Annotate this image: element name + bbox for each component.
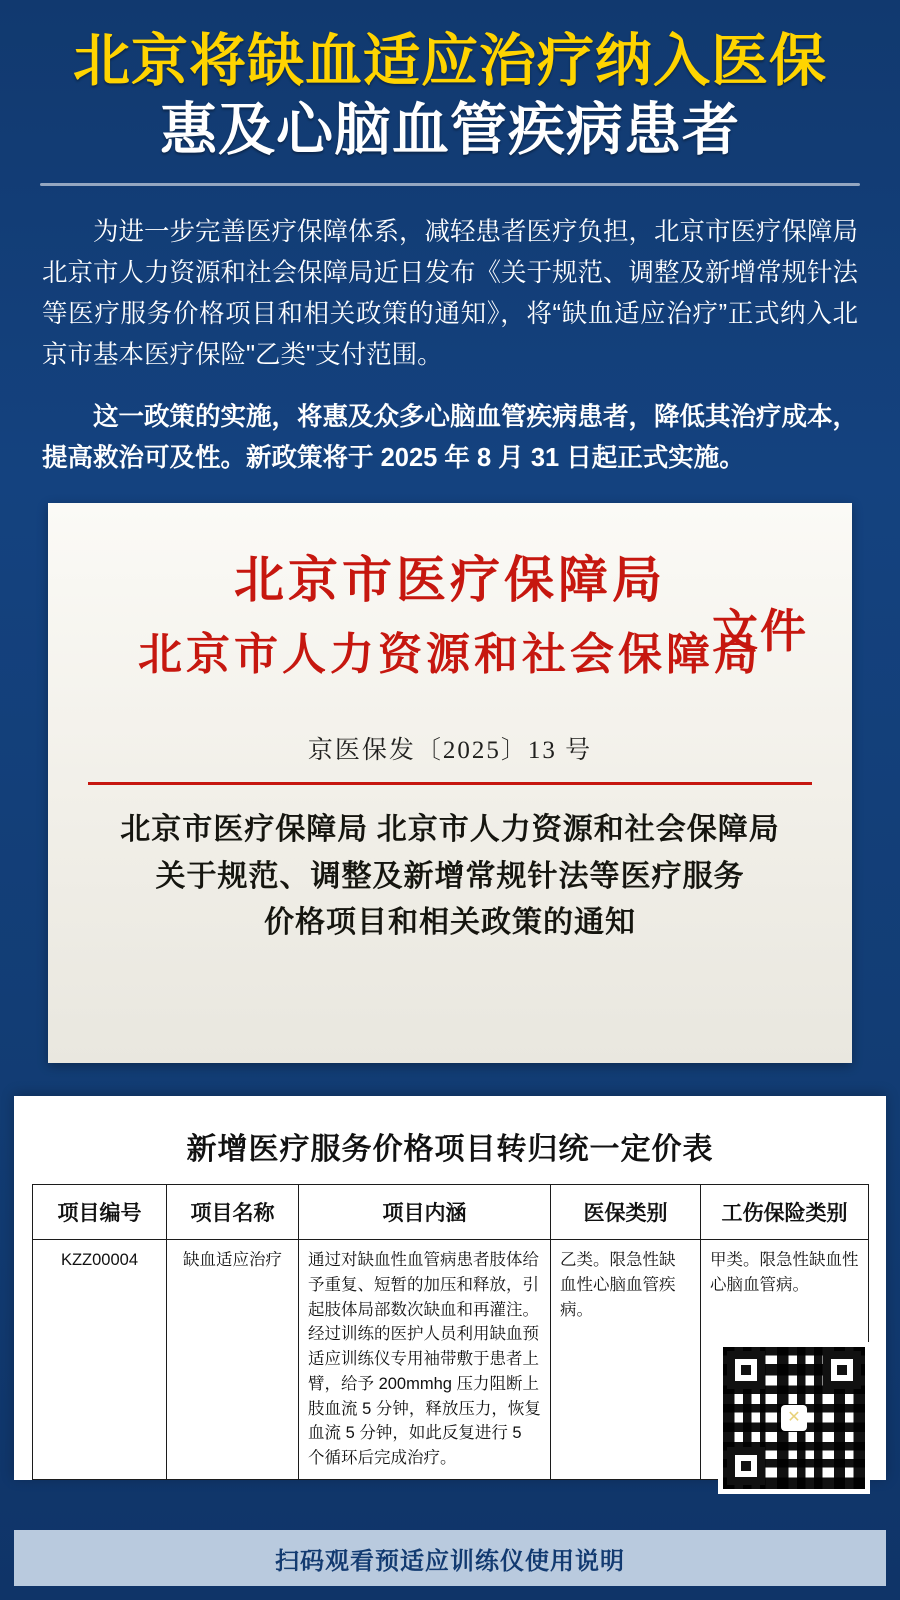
qr-finder-top-left-icon [727, 1351, 765, 1389]
document-stamp-word: 文件 [712, 606, 808, 658]
table-header-code: 项目编号 [33, 1185, 167, 1240]
table-header-row [33, 1185, 869, 1240]
headline-line-2: 惠及心脑血管疾病患者 [160, 98, 740, 163]
footer-text: 扫码观看预适应训练仪使用说明 [275, 1547, 625, 1575]
document-title-line-1: 北京市医疗保障局 北京市人力资源和社会保障局 [120, 813, 780, 847]
footer-banner [14, 1530, 886, 1586]
qr-code[interactable] [718, 1342, 870, 1494]
cell-name: 缺血适应治疗 [167, 1240, 299, 1480]
document-title [78, 807, 822, 947]
document-org-line-1: 北京市医疗保障局 [234, 552, 666, 609]
qr-code-pattern [723, 1347, 865, 1489]
document-scan-inner [48, 503, 852, 1063]
qr-center-logo-icon: ✕ [781, 1405, 807, 1431]
document-title-line-3: 价格项目和相关政策的通知 [264, 906, 636, 940]
article-paragraph-1: 为进一步完善医疗保障体系，减轻患者医疗负担，北京市医疗保障局北京市人力资源和社会保障局近日发布《关于规范、调整及新增常规针法等医疗服务价格项目和相关政策的通知》，将“缺血适应治疗”正式纳入北京市基本医疗保险"乙类"支付范围。 [42, 217, 859, 370]
document-title-line-2: 关于规范、调整及新增常规针法等医疗服务 [155, 859, 745, 893]
document-red-rule [88, 782, 812, 785]
headline-line-1: 北京将缺血适应治疗纳入医保 [73, 29, 827, 93]
document-org-line-2: 北京市人力资源和社会保障局 [138, 629, 762, 679]
price-table-title: 新增医疗服务价格项目转归统一定价表 [186, 1133, 714, 1166]
cell-content: 通过对缺血性血管病患者肢体给予重复、短暂的加压和释放，引起肢体局部数次缺血和再灌注。经过训练的医护人员利用缺血预适应训练仪专用袖带敷于患者上臂，给予 200mmhg 压力阻断上肢血流 5 分钟，释放压力，恢复血流 5 分钟，如此反复进行 5 个循环后完成治疗。 [299, 1240, 551, 1480]
document-scan-image [48, 503, 852, 1063]
table-header-name: 项目名称 [167, 1185, 299, 1240]
cell-insurance: 乙类。限急性缺血性心脑血管疾病。 [551, 1240, 701, 1480]
headline-block [0, 0, 900, 167]
cell-injury: 甲类。限急性缺血性心脑血管病。 [701, 1240, 869, 1480]
cell-code: KZZ00004 [33, 1240, 167, 1480]
article-paragraph-2: 这一政策的实施，将惠及众多心脑血管疾病患者，降低其治疗成本，提高救治可及性。新政策将于 2025 年 8 月 31 日起正式实施。 [42, 402, 859, 472]
table-header-insurance: 医保类别 [551, 1185, 701, 1240]
document-number: 京医保发〔2025〕13 号 [307, 737, 593, 765]
qr-finder-bottom-left-icon [727, 1447, 765, 1485]
article-body [0, 186, 900, 480]
table-header-injury: 工伤保险类别 [701, 1185, 869, 1240]
qr-finder-top-right-icon [823, 1351, 861, 1389]
table-header-content: 项目内涵 [299, 1185, 551, 1240]
